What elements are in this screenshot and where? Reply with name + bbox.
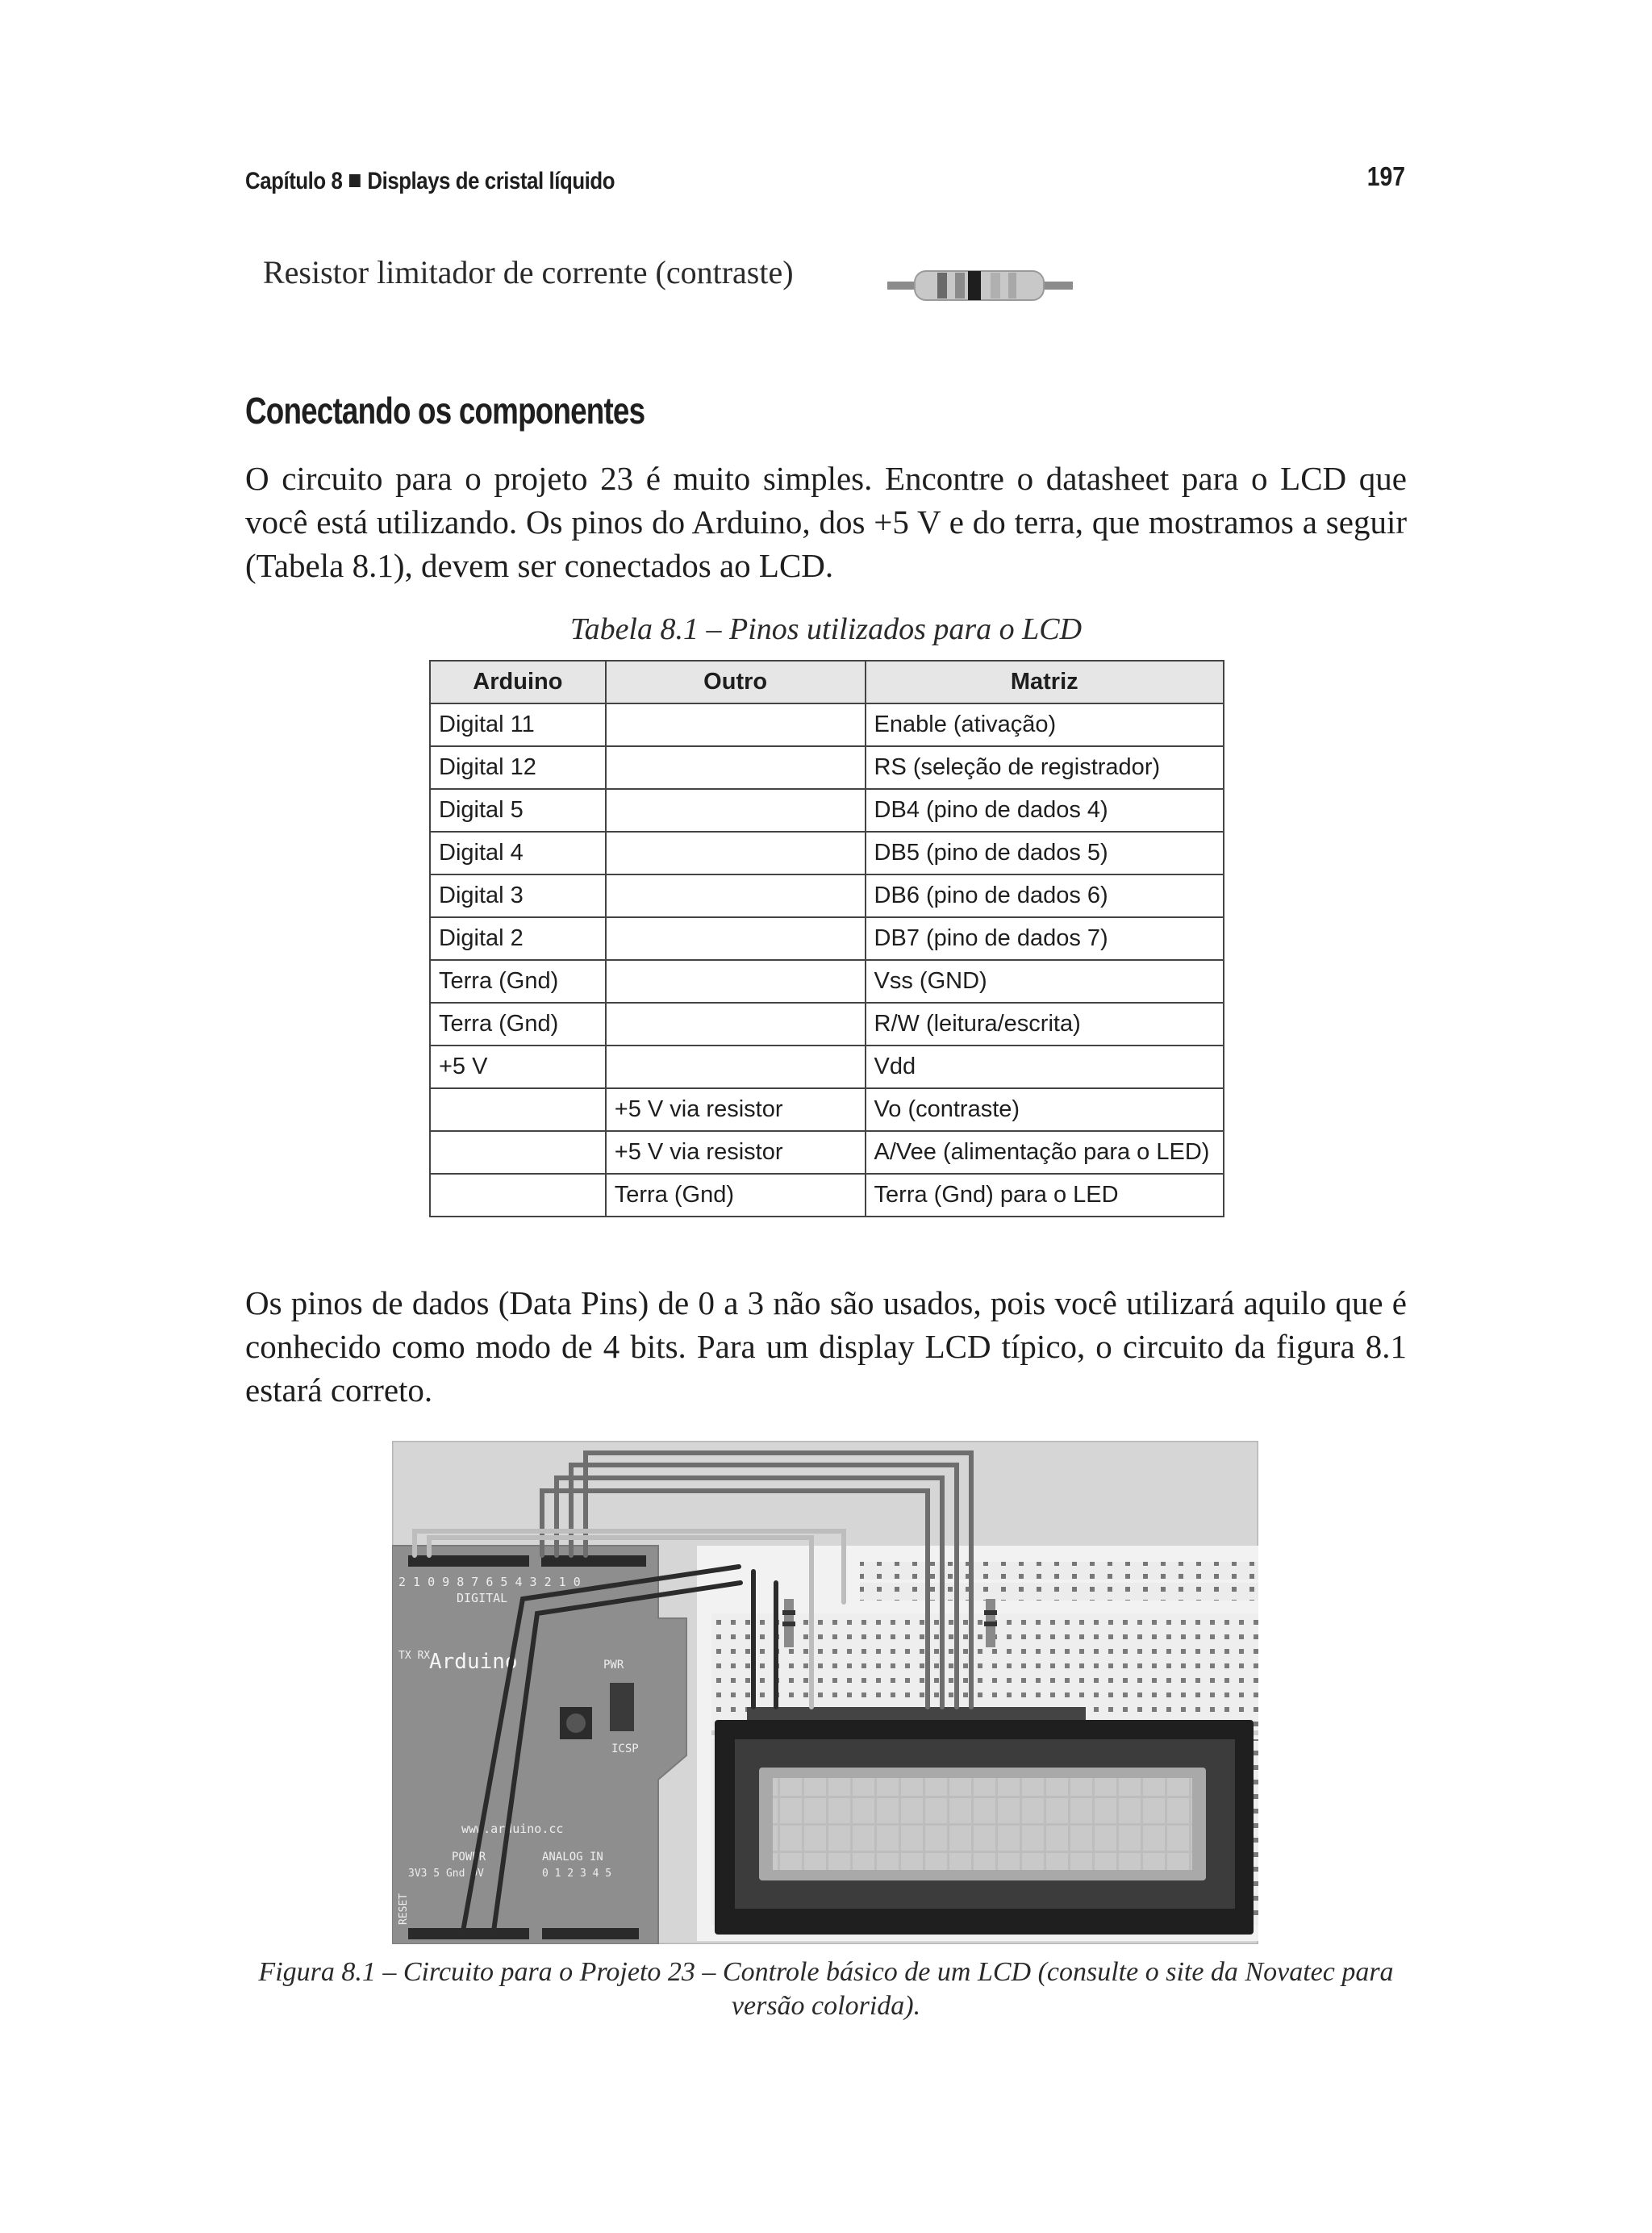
running-header bbox=[245, 168, 615, 195]
table-row bbox=[430, 703, 1224, 746]
board-label: Arduino bbox=[429, 1650, 518, 1674]
power-label: POWER bbox=[452, 1851, 486, 1864]
table-cell: +5 V bbox=[430, 1046, 606, 1088]
table-row bbox=[430, 1174, 1224, 1217]
table-cell bbox=[606, 1046, 866, 1088]
table-cell: Digital 4 bbox=[430, 832, 606, 874]
table-cell bbox=[606, 703, 866, 746]
table-row bbox=[430, 917, 1224, 960]
table-cell bbox=[606, 832, 866, 874]
square-bullet-icon bbox=[349, 174, 361, 187]
table-header-row bbox=[430, 661, 1224, 703]
table-row bbox=[430, 832, 1224, 874]
page-number: 197 bbox=[1366, 161, 1405, 191]
table-cell: +5 V via resistor bbox=[606, 1131, 866, 1174]
table-cell bbox=[430, 1174, 606, 1217]
table-cell: Terra (Gnd) para o LED bbox=[866, 1174, 1224, 1217]
section-heading: Conectando os componentes bbox=[245, 390, 645, 432]
power-pins: 3V3 5 Gnd 9V bbox=[408, 1868, 484, 1880]
pin-numbers: 2 1 0 9 8 7 6 5 4 3 2 1 0 bbox=[398, 1575, 581, 1589]
table-cell: Digital 2 bbox=[430, 917, 606, 960]
digital-label: DIGITAL bbox=[457, 1591, 508, 1605]
analog-label: ANALOG IN bbox=[542, 1851, 603, 1864]
table-cell: Terra (Gnd) bbox=[430, 1003, 606, 1046]
resistor-icon bbox=[887, 266, 1073, 305]
table-row bbox=[430, 1088, 1224, 1131]
url-label: www.arduino.cc bbox=[461, 1822, 564, 1836]
table-row bbox=[430, 789, 1224, 832]
table-cell bbox=[606, 874, 866, 917]
table-cell: R/W (leitura/escrita) bbox=[866, 1003, 1224, 1046]
table-cell bbox=[430, 1131, 606, 1174]
table-row bbox=[430, 1003, 1224, 1046]
table-row bbox=[430, 1131, 1224, 1174]
table-cell: Digital 12 bbox=[430, 746, 606, 789]
table-cell: Digital 11 bbox=[430, 703, 606, 746]
chapter-title: Displays de cristal líquido bbox=[367, 168, 615, 194]
table-cell: Terra (Gnd) bbox=[430, 960, 606, 1003]
table-cell: Digital 5 bbox=[430, 789, 606, 832]
chapter-number: Capítulo 8 bbox=[245, 168, 343, 194]
table-row bbox=[430, 746, 1224, 789]
table-cell: Digital 3 bbox=[430, 874, 606, 917]
reset-label: RESET bbox=[398, 1893, 410, 1925]
icsp-label: ICSP bbox=[611, 1743, 639, 1755]
table-cell: DB4 (pino de dados 4) bbox=[866, 789, 1224, 832]
table-cell: RS (seleção de registrador) bbox=[866, 746, 1224, 789]
component-row bbox=[263, 253, 1150, 302]
pins-table bbox=[429, 660, 1224, 1217]
table-cell: DB7 (pino de dados 7) bbox=[866, 917, 1224, 960]
table-cell bbox=[606, 960, 866, 1003]
table-cell bbox=[606, 917, 866, 960]
table-caption: Tabela 8.1 – Pinos utilizados para o LCD bbox=[569, 612, 1083, 646]
arduino-board bbox=[392, 1546, 686, 1944]
column-header-arduino: Arduino bbox=[430, 661, 606, 703]
circuit-figure bbox=[392, 1441, 1258, 1944]
table-row bbox=[430, 1046, 1224, 1088]
pwr-label: PWR bbox=[603, 1659, 624, 1672]
lcd-module bbox=[715, 1707, 1254, 1935]
table-cell: DB5 (pino de dados 5) bbox=[866, 832, 1224, 874]
table-cell: Vdd bbox=[866, 1046, 1224, 1088]
table-row bbox=[430, 874, 1224, 917]
paragraph-intro: O circuito para o projeto 23 é muito simples. Encontre o datasheet para o LCD que você está utilizando. Os pinos do Arduino, dos +5 V e do terra, que mostramos a seguir (Tabela 8.1), devem ser conectados ao LCD. bbox=[245, 460, 1407, 584]
table-cell bbox=[606, 789, 866, 832]
component-label: Resistor limitador de corrente (contraste) bbox=[263, 254, 794, 290]
table-cell: Enable (ativação) bbox=[866, 703, 1224, 746]
column-header-matriz: Matriz bbox=[866, 661, 1224, 703]
table-cell bbox=[430, 1088, 606, 1131]
figure-caption: Figura 8.1 – Circuito para o Projeto 23 – Controle básico de um LCD (consulte o site da Novatec para versão colorida). bbox=[258, 1957, 1394, 2021]
table-row bbox=[430, 960, 1224, 1003]
table-cell: Terra (Gnd) bbox=[606, 1174, 866, 1217]
table-cell: Vss (GND) bbox=[866, 960, 1224, 1003]
table-cell: Vo (contraste) bbox=[866, 1088, 1224, 1131]
analog-pins: 0 1 2 3 4 5 bbox=[542, 1868, 612, 1880]
paragraph-data-pins: Os pinos de dados (Data Pins) de 0 a 3 não são usados, pois você utilizará aquilo que é conhecido como modo de 4 bits. Para um display LCD típico, o circuito da figura 8.1 estará correto. bbox=[245, 1284, 1407, 1409]
table-cell: A/Vee (alimentação para o LED) bbox=[866, 1131, 1224, 1174]
table-cell bbox=[606, 746, 866, 789]
table-cell: DB6 (pino de dados 6) bbox=[866, 874, 1224, 917]
table-cell bbox=[606, 1003, 866, 1046]
table-cell: +5 V via resistor bbox=[606, 1088, 866, 1131]
column-header-outro: Outro bbox=[606, 661, 866, 703]
txrx-label: TX RX bbox=[398, 1650, 431, 1662]
